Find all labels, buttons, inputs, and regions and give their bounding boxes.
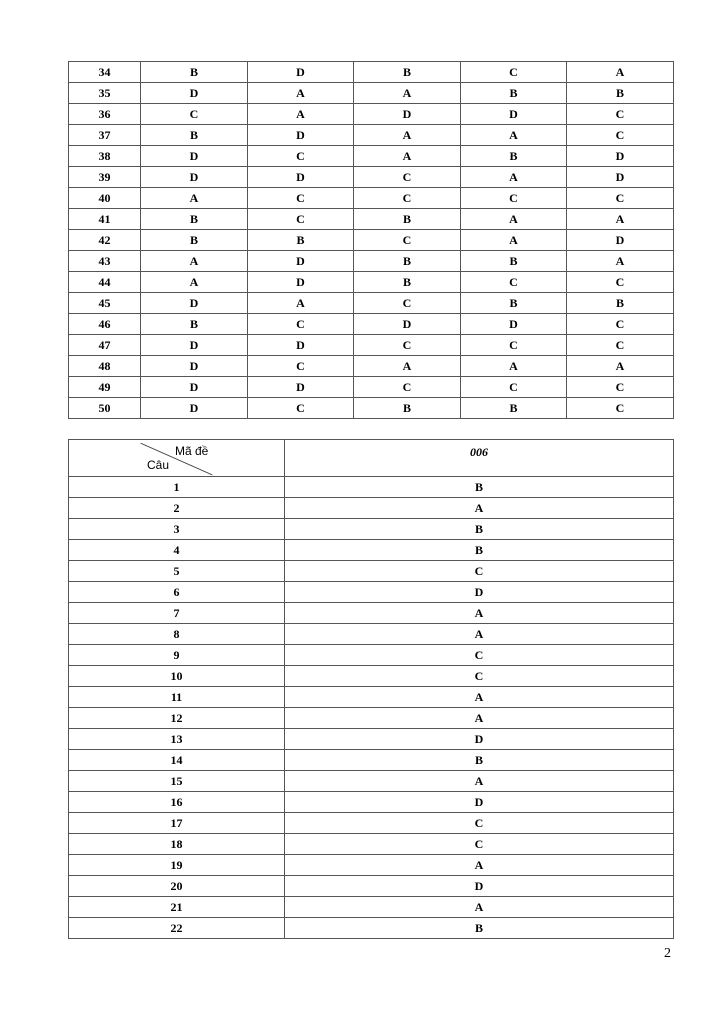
answer-cell: D — [461, 104, 567, 125]
question-number-cell: 47 — [69, 335, 141, 356]
answer-cell: B — [141, 209, 248, 230]
question-number-cell: 13 — [69, 729, 285, 750]
answer-cell: D — [141, 146, 248, 167]
table-row — [69, 293, 674, 314]
question-number-cell: 34 — [69, 62, 141, 83]
answer-cell: B — [141, 62, 248, 83]
answer-cell: A — [567, 209, 674, 230]
question-number-cell: 14 — [69, 750, 285, 771]
answer-cell: B — [285, 918, 674, 939]
question-number-cell: 40 — [69, 188, 141, 209]
answer-cell: D — [567, 167, 674, 188]
question-number-cell: 15 — [69, 771, 285, 792]
answer-cell: B — [141, 314, 248, 335]
answer-cell: A — [248, 293, 354, 314]
answer-table-bottom — [68, 439, 674, 939]
answer-cell: C — [354, 335, 461, 356]
answer-cell: B — [461, 293, 567, 314]
answer-cell: A — [285, 897, 674, 918]
table-row — [69, 750, 674, 771]
answer-cell: A — [461, 167, 567, 188]
table-row — [69, 918, 674, 939]
answer-cell: A — [567, 62, 674, 83]
exam-code-label: Mã đề — [175, 444, 209, 458]
table-row — [69, 83, 674, 104]
table-row — [69, 519, 674, 540]
answer-cell: D — [248, 272, 354, 293]
answer-cell: A — [354, 83, 461, 104]
question-number-cell: 45 — [69, 293, 141, 314]
table-row — [69, 209, 674, 230]
diagonal-header-cell — [69, 440, 285, 477]
page-number: 2 — [664, 946, 671, 961]
table-row — [69, 272, 674, 293]
answer-cell: C — [567, 335, 674, 356]
answer-cell: C — [285, 666, 674, 687]
table-row — [69, 855, 674, 876]
answer-cell: B — [285, 540, 674, 561]
answer-cell: A — [461, 209, 567, 230]
answer-cell: B — [248, 230, 354, 251]
question-number-cell: 8 — [69, 624, 285, 645]
answer-cell: B — [567, 293, 674, 314]
answer-cell: A — [354, 146, 461, 167]
answer-cell: D — [141, 335, 248, 356]
answer-cell: B — [461, 398, 567, 419]
answer-cell: C — [567, 398, 674, 419]
answer-cell: B — [354, 251, 461, 272]
answer-cell: B — [141, 125, 248, 146]
table-row — [69, 62, 674, 83]
answer-cell: D — [354, 314, 461, 335]
answer-cell: D — [141, 398, 248, 419]
answer-cell: C — [248, 209, 354, 230]
answer-cell: D — [285, 792, 674, 813]
answer-cell: C — [567, 125, 674, 146]
answer-cell: A — [285, 708, 674, 729]
question-number-cell: 38 — [69, 146, 141, 167]
question-number-cell: 44 — [69, 272, 141, 293]
question-number-cell: 50 — [69, 398, 141, 419]
answer-cell: C — [354, 293, 461, 314]
table-row — [69, 687, 674, 708]
answer-cell: D — [285, 582, 674, 603]
answer-cell: D — [248, 167, 354, 188]
answer-cell: A — [461, 125, 567, 146]
question-number-cell: 11 — [69, 687, 285, 708]
question-label: Câu — [147, 458, 170, 472]
answer-cell: D — [354, 104, 461, 125]
answer-cell: A — [354, 125, 461, 146]
answer-cell: C — [354, 230, 461, 251]
answer-cell: B — [285, 519, 674, 540]
answer-cell: D — [141, 83, 248, 104]
answer-cell: B — [354, 209, 461, 230]
table-row — [69, 540, 674, 561]
table-row — [69, 335, 674, 356]
answer-cell: D — [248, 377, 354, 398]
answer-cell: C — [285, 813, 674, 834]
answer-cell: B — [285, 477, 674, 498]
answer-cell: D — [248, 125, 354, 146]
answer-cell: B — [567, 83, 674, 104]
answer-cell: B — [461, 251, 567, 272]
answer-cell: A — [285, 498, 674, 519]
table-row — [69, 645, 674, 666]
table-row — [69, 188, 674, 209]
table-row — [69, 729, 674, 750]
answer-cell: D — [285, 876, 674, 897]
table-row — [69, 167, 674, 188]
table-row — [69, 834, 674, 855]
answer-cell: C — [461, 188, 567, 209]
answer-cell: B — [285, 750, 674, 771]
answer-cell: A — [567, 356, 674, 377]
answer-cell: C — [248, 314, 354, 335]
table-row — [69, 897, 674, 918]
answer-cell: A — [461, 230, 567, 251]
answer-table-top — [68, 61, 674, 419]
answer-cell: C — [567, 377, 674, 398]
answer-cell: C — [285, 561, 674, 582]
answer-cell: B — [354, 398, 461, 419]
answer-cell: A — [141, 188, 248, 209]
answer-table-top-body — [69, 62, 674, 419]
question-number-cell: 16 — [69, 792, 285, 813]
question-number-cell: 6 — [69, 582, 285, 603]
question-number-cell: 9 — [69, 645, 285, 666]
answer-cell: A — [285, 687, 674, 708]
answer-cell: D — [567, 146, 674, 167]
answer-cell: D — [248, 62, 354, 83]
table-row — [69, 356, 674, 377]
answer-cell: C — [567, 314, 674, 335]
question-number-cell: 19 — [69, 855, 285, 876]
question-number-cell: 18 — [69, 834, 285, 855]
table-row — [69, 377, 674, 398]
answer-cell: D — [141, 293, 248, 314]
table-row — [69, 125, 674, 146]
answer-cell: C — [354, 188, 461, 209]
answer-cell: D — [141, 356, 248, 377]
question-number-cell: 3 — [69, 519, 285, 540]
answer-cell: C — [248, 398, 354, 419]
answer-cell: C — [461, 62, 567, 83]
question-number-cell: 48 — [69, 356, 141, 377]
answer-cell: D — [248, 251, 354, 272]
question-number-cell: 36 — [69, 104, 141, 125]
answer-cell: B — [461, 146, 567, 167]
answer-cell: A — [141, 251, 248, 272]
question-number-cell: 2 — [69, 498, 285, 519]
answer-cell: A — [248, 104, 354, 125]
table-row — [69, 876, 674, 897]
question-number-cell: 20 — [69, 876, 285, 897]
answer-cell: D — [141, 167, 248, 188]
exam-code-value: 006 — [285, 440, 674, 477]
answer-cell: A — [285, 603, 674, 624]
answer-cell: A — [285, 771, 674, 792]
answer-cell: B — [461, 83, 567, 104]
question-number-cell: 39 — [69, 167, 141, 188]
question-number-cell: 22 — [69, 918, 285, 939]
answer-cell: D — [248, 335, 354, 356]
answer-cell: B — [354, 62, 461, 83]
table-row — [69, 251, 674, 272]
answer-cell: D — [461, 314, 567, 335]
question-number-cell: 42 — [69, 230, 141, 251]
answer-cell: C — [461, 377, 567, 398]
table-row — [69, 666, 674, 687]
answer-cell: C — [461, 272, 567, 293]
answer-cell: A — [285, 855, 674, 876]
question-number-cell: 1 — [69, 477, 285, 498]
answer-cell: C — [354, 377, 461, 398]
question-number-cell: 12 — [69, 708, 285, 729]
table-row — [69, 146, 674, 167]
answer-table-bottom-body — [69, 440, 674, 939]
answer-cell: B — [354, 272, 461, 293]
table-row — [69, 771, 674, 792]
table-row — [69, 104, 674, 125]
question-number-cell: 10 — [69, 666, 285, 687]
answer-cell: D — [141, 377, 248, 398]
table-row — [69, 792, 674, 813]
answer-cell: A — [461, 356, 567, 377]
question-number-cell: 37 — [69, 125, 141, 146]
answer-cell: A — [141, 272, 248, 293]
answer-cell: C — [248, 146, 354, 167]
answer-cell: B — [141, 230, 248, 251]
answer-cell: C — [354, 167, 461, 188]
question-number-cell: 43 — [69, 251, 141, 272]
question-number-cell: 4 — [69, 540, 285, 561]
answer-cell: C — [141, 104, 248, 125]
table-row — [69, 708, 674, 729]
question-number-cell: 49 — [69, 377, 141, 398]
answer-cell: C — [248, 356, 354, 377]
table-header-row — [69, 440, 674, 477]
question-number-cell: 41 — [69, 209, 141, 230]
table-row — [69, 477, 674, 498]
table-row — [69, 603, 674, 624]
answer-cell: C — [285, 834, 674, 855]
answer-cell: C — [567, 188, 674, 209]
answer-cell: C — [461, 335, 567, 356]
answer-cell: A — [285, 624, 674, 645]
answer-cell: A — [567, 251, 674, 272]
answer-cell: D — [285, 729, 674, 750]
table-row — [69, 813, 674, 834]
answer-cell: C — [567, 272, 674, 293]
question-number-cell: 35 — [69, 83, 141, 104]
answer-cell: C — [248, 188, 354, 209]
table-row — [69, 498, 674, 519]
table-row — [69, 624, 674, 645]
table-row — [69, 561, 674, 582]
question-number-cell: 17 — [69, 813, 285, 834]
question-number-cell: 7 — [69, 603, 285, 624]
table-row — [69, 314, 674, 335]
answer-cell: A — [248, 83, 354, 104]
table-row — [69, 230, 674, 251]
answer-cell: A — [354, 356, 461, 377]
question-number-cell: 5 — [69, 561, 285, 582]
question-number-cell: 46 — [69, 314, 141, 335]
question-number-cell: 21 — [69, 897, 285, 918]
answer-cell: C — [285, 645, 674, 666]
table-row — [69, 582, 674, 603]
answer-cell: C — [567, 104, 674, 125]
answer-cell: D — [567, 230, 674, 251]
table-row — [69, 398, 674, 419]
